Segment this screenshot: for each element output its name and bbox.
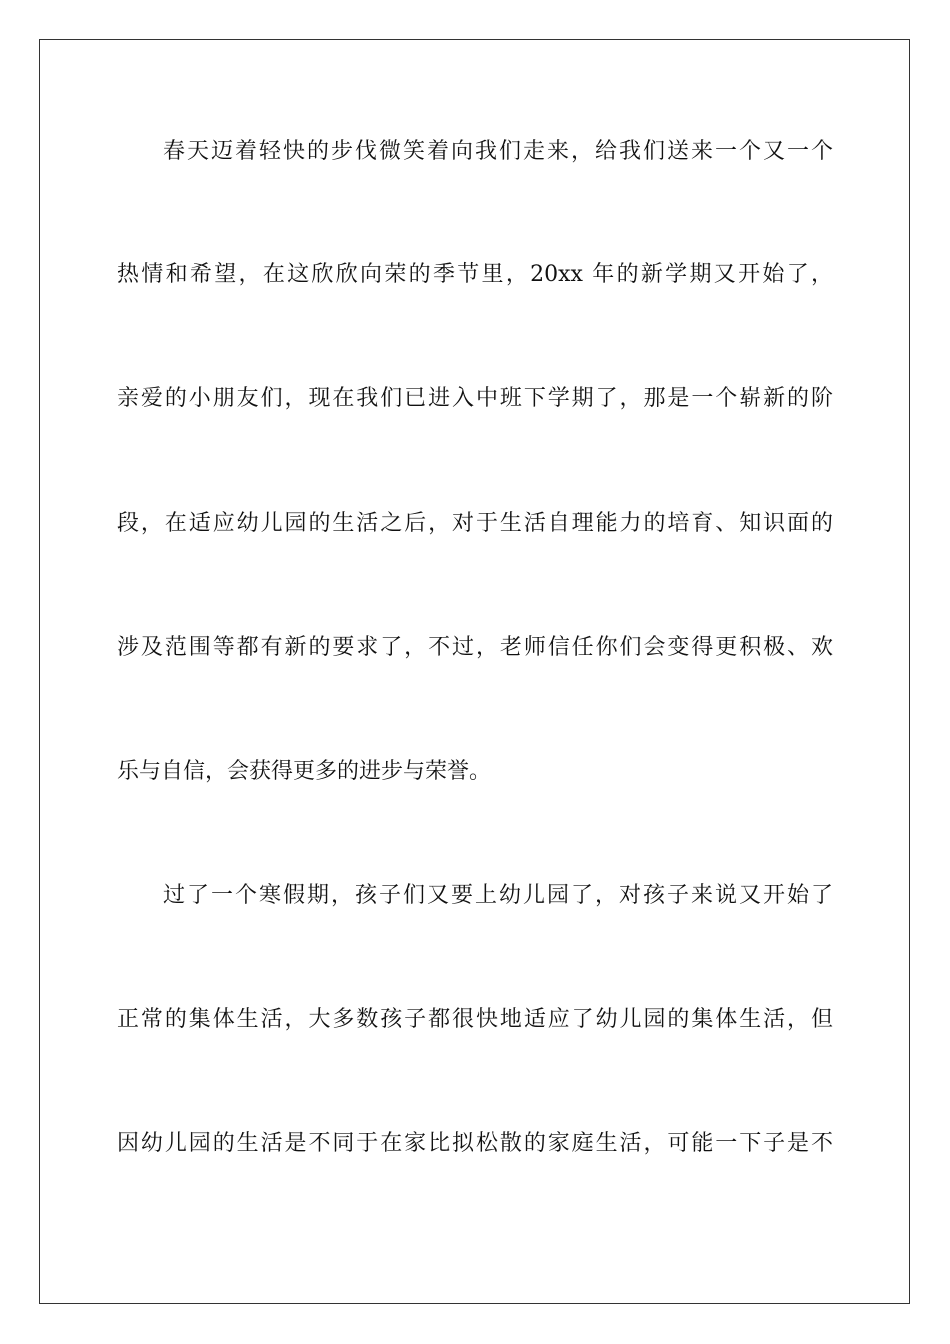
- paragraph-line: 春天迈着轻快的步伐微笑着向我们走来，给我们送来一个又一个: [163, 139, 833, 164]
- paragraph-line: 段，在适应幼儿园的生活之后，对于生活自理能力的培育、知识面的: [117, 511, 833, 536]
- page-border: [39, 39, 910, 1304]
- paragraph-line: 因幼儿园的生活是不同于在家比拟松散的家庭生活，可能一下子是不: [117, 1131, 833, 1156]
- paragraph-line: 过了一个寒假期，孩子们又要上幼儿园了，对孩子来说又开始了: [163, 883, 833, 908]
- paragraph-line: 乐与自信，会获得更多的进步与荣誉。: [117, 759, 492, 784]
- paragraph-line: 热情和希望，在这欣欣向荣的季节里，20xx 年的新学期又开始了，: [117, 262, 833, 287]
- paragraph-line: 涉及范围等都有新的要求了，不过，老师信任你们会变得更积极、欢: [117, 635, 833, 660]
- paragraph-line: 亲爱的小朋友们，现在我们已进入中班下学期了，那是一个崭新的阶: [117, 386, 833, 411]
- paragraph-line: 正常的集体生活，大多数孩子都很快地适应了幼儿园的集体生活，但: [117, 1007, 833, 1032]
